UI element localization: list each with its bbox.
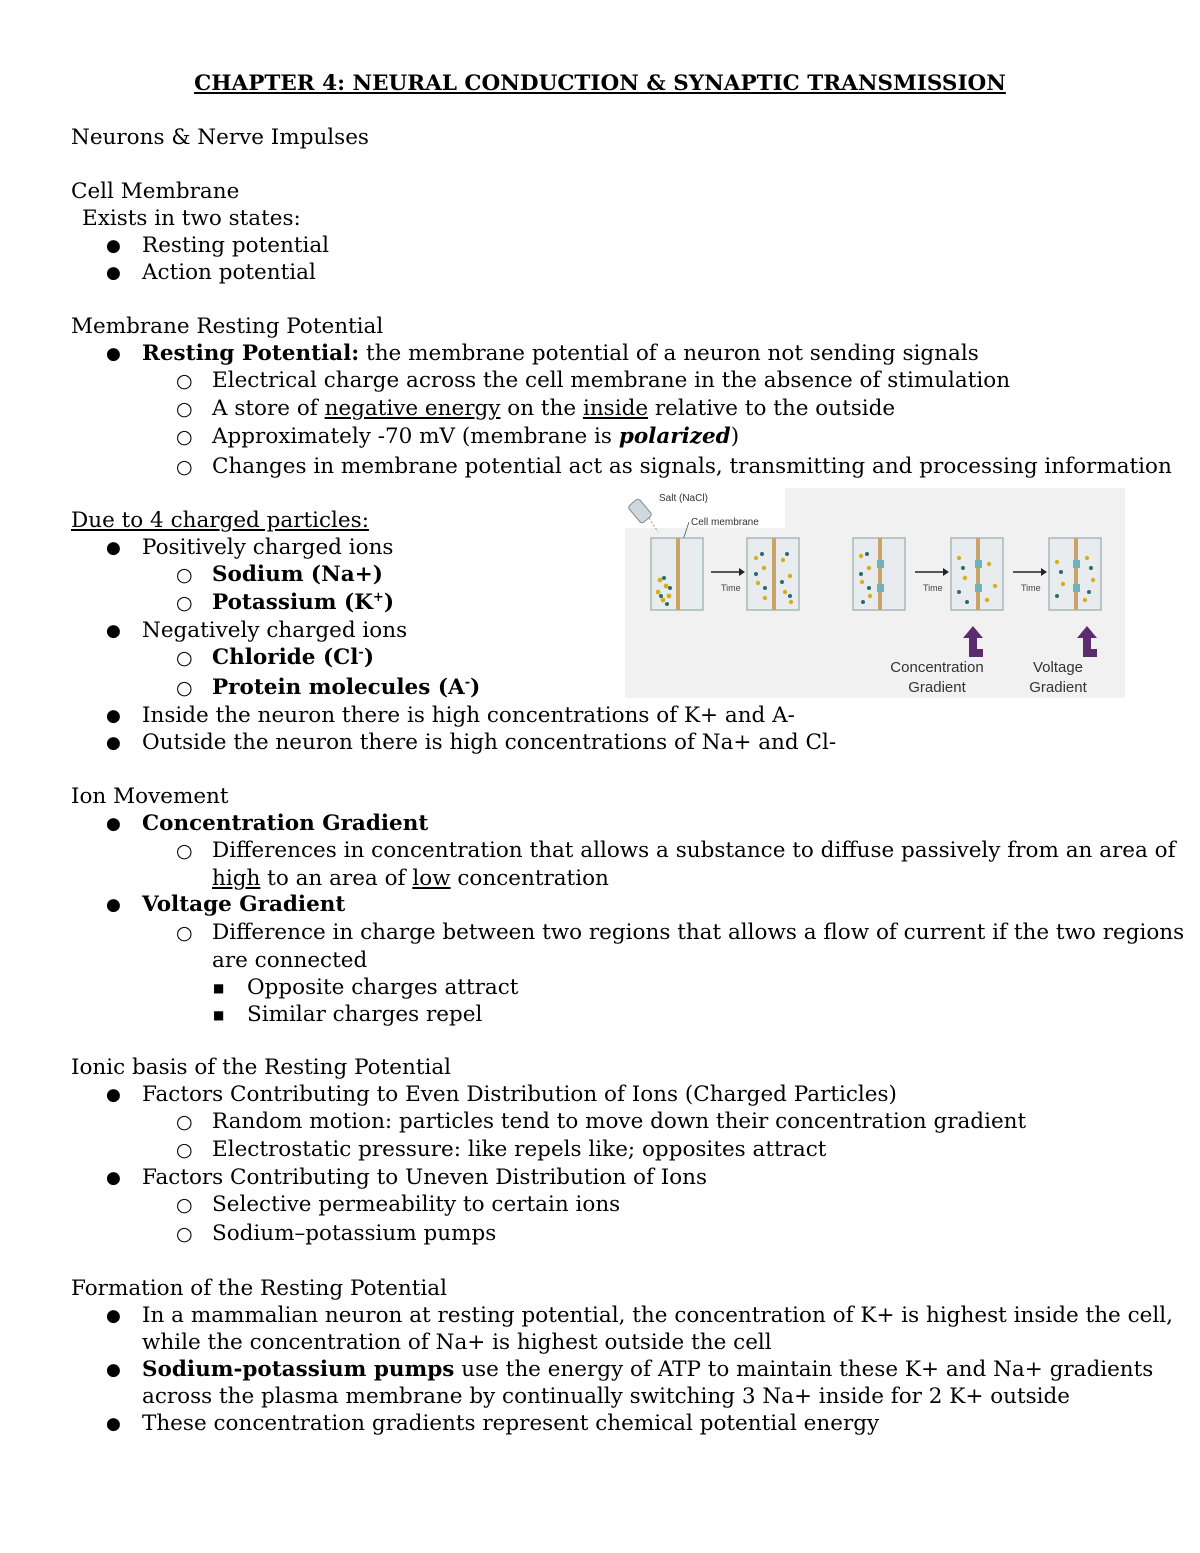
bullet-icon: ● — [106, 895, 121, 915]
bullet-icon: ● — [106, 236, 121, 256]
list-item: Action potential — [142, 260, 316, 285]
list-item: Differences in concentration that allows a substance to diffuse passively from an area of — [212, 838, 1176, 863]
section-heading-resting: Membrane Resting Potential — [71, 314, 384, 339]
list-item: Chloride (Cl-) — [212, 645, 374, 670]
time-label: Time — [1021, 583, 1041, 593]
voltage-gradient-label-2: Gradient — [1029, 679, 1087, 696]
page-title: CHAPTER 4: NEURAL CONDUCTION & SYNAPTIC TRANSMISSION — [194, 71, 1006, 96]
salt-label: Salt (NaCl) — [659, 493, 708, 504]
section-heading-ionic-basis: Ionic basis of the Resting Potential — [71, 1055, 452, 1080]
list-item: Negatively charged ions — [142, 618, 408, 643]
bullet-icon: ● — [106, 1306, 121, 1326]
time-label: Time — [923, 583, 943, 593]
beaker-3 — [853, 538, 905, 610]
list-item: Sodium (Na+) — [212, 562, 383, 587]
bullet-icon: ● — [106, 263, 121, 283]
beaker-4 — [951, 538, 1003, 610]
voltage-gradient-label: Voltage — [1032, 659, 1084, 676]
list-item: Inside the neuron there is high concentrations of K+ and A- — [142, 703, 795, 728]
circle-bullet-icon: ○ — [176, 1111, 193, 1133]
list-item: Concentration Gradient — [142, 811, 429, 836]
list-item-continued: are connected — [212, 948, 368, 973]
list-item: A store of negative energy on the inside relative to the outside — [212, 396, 896, 421]
list-item: Voltage Gradient — [142, 892, 346, 917]
circle-bullet-icon: ○ — [176, 647, 193, 669]
section-heading-formation: Formation of the Resting Potential — [71, 1276, 447, 1301]
list-item: In a mammalian neuron at resting potential, the concentration of K+ is highest inside the cell, — [142, 1303, 1173, 1328]
list-item: These concentration gradients represent chemical potential energy — [142, 1411, 880, 1436]
list-item: Protein molecules (A-) — [212, 675, 481, 700]
circle-bullet-icon: ○ — [176, 1194, 193, 1216]
membrane-label: Cell membrane — [691, 517, 759, 528]
bullet-icon: ● — [106, 814, 121, 834]
beaker-2 — [747, 538, 799, 610]
bullet-icon: ● — [106, 1085, 121, 1105]
resting-definition: Resting Potential: the membrane potential of a neuron not sending signals — [142, 341, 979, 366]
bullet-icon: ● — [106, 621, 121, 641]
bullet-icon: ● — [106, 1414, 121, 1434]
circle-bullet-icon: ○ — [176, 456, 193, 478]
list-item: Changes in membrane potential act as signals, transmitting and processing information — [212, 454, 1172, 479]
section-heading-particles: Due to 4 charged particles: — [71, 508, 369, 533]
section-heading-cell-membrane: Cell Membrane — [71, 179, 240, 204]
circle-bullet-icon: ○ — [176, 564, 193, 586]
list-item: Sodium–potassium pumps — [212, 1221, 497, 1246]
circle-bullet-icon: ○ — [176, 398, 193, 420]
bullet-icon: ● — [106, 538, 121, 558]
circle-bullet-icon: ○ — [176, 677, 193, 699]
bullet-icon: ● — [106, 706, 121, 726]
circle-bullet-icon: ○ — [176, 922, 193, 944]
beaker-1 — [651, 538, 703, 610]
concentration-gradient-label-2: Gradient — [908, 679, 966, 696]
list-item: Resting potential — [142, 233, 330, 258]
circle-bullet-icon: ○ — [176, 1223, 193, 1245]
list-item: Opposite charges attract — [247, 975, 519, 1000]
list-item: Positively charged ions — [142, 535, 394, 560]
list-item: Electrical charge across the cell membrane in the absence of stimulation — [212, 368, 1011, 393]
list-item: Difference in charge between two regions that allows a flow of current if the two regions — [212, 920, 1185, 945]
list-item: Electrostatic pressure: like repels like; opposites attract — [212, 1137, 827, 1162]
list-item: Sodium-potassium pumps use the energy of ATP to maintain these K+ and Na+ gradients — [142, 1357, 1154, 1382]
list-item: Potassium (K+) — [212, 590, 394, 615]
circle-bullet-icon: ○ — [176, 840, 193, 862]
list-item: Similar charges repel — [247, 1002, 483, 1027]
circle-bullet-icon: ○ — [176, 426, 193, 448]
circle-bullet-icon: ○ — [176, 592, 193, 614]
circle-bullet-icon: ○ — [176, 1139, 193, 1161]
bullet-icon: ● — [106, 344, 121, 364]
circle-bullet-icon: ○ — [176, 370, 193, 392]
list-item: Outside the neuron there is high concentrations of Na+ and Cl- — [142, 730, 837, 755]
bullet-icon: ● — [106, 1360, 121, 1380]
square-bullet-icon: ■ — [213, 1008, 225, 1022]
list-item: Approximately -70 mV (membrane is polarized) — [212, 424, 740, 449]
bullet-icon: ● — [106, 733, 121, 753]
list-item: Random motion: particles tend to move down their concentration gradient — [212, 1109, 1027, 1134]
list-item: Factors Contributing to Uneven Distribution of Ions — [142, 1165, 708, 1190]
cell-membrane-intro: Exists in two states: — [82, 206, 301, 231]
beaker-5 — [1049, 538, 1101, 610]
square-bullet-icon: ■ — [213, 981, 225, 995]
section-heading-ion-movement: Ion Movement — [71, 784, 229, 809]
list-item-continued: while the concentration of Na+ is highest outside the cell — [142, 1330, 772, 1355]
list-item: Selective permeability to certain ions — [212, 1192, 621, 1217]
gradient-diagram-figure — [625, 488, 1125, 698]
list-item-continued: high to an area of low concentration — [212, 866, 609, 891]
time-label: Time — [721, 583, 741, 593]
bullet-icon: ● — [106, 1168, 121, 1188]
concentration-gradient-label: Concentration — [890, 659, 984, 676]
list-item-continued: across the plasma membrane by continually switching 3 Na+ inside for 2 K+ outside — [142, 1384, 1071, 1409]
section-heading-neurons: Neurons & Nerve Impulses — [71, 125, 369, 150]
list-item: Factors Contributing to Even Distribution of Ions (Charged Particles) — [142, 1082, 897, 1107]
